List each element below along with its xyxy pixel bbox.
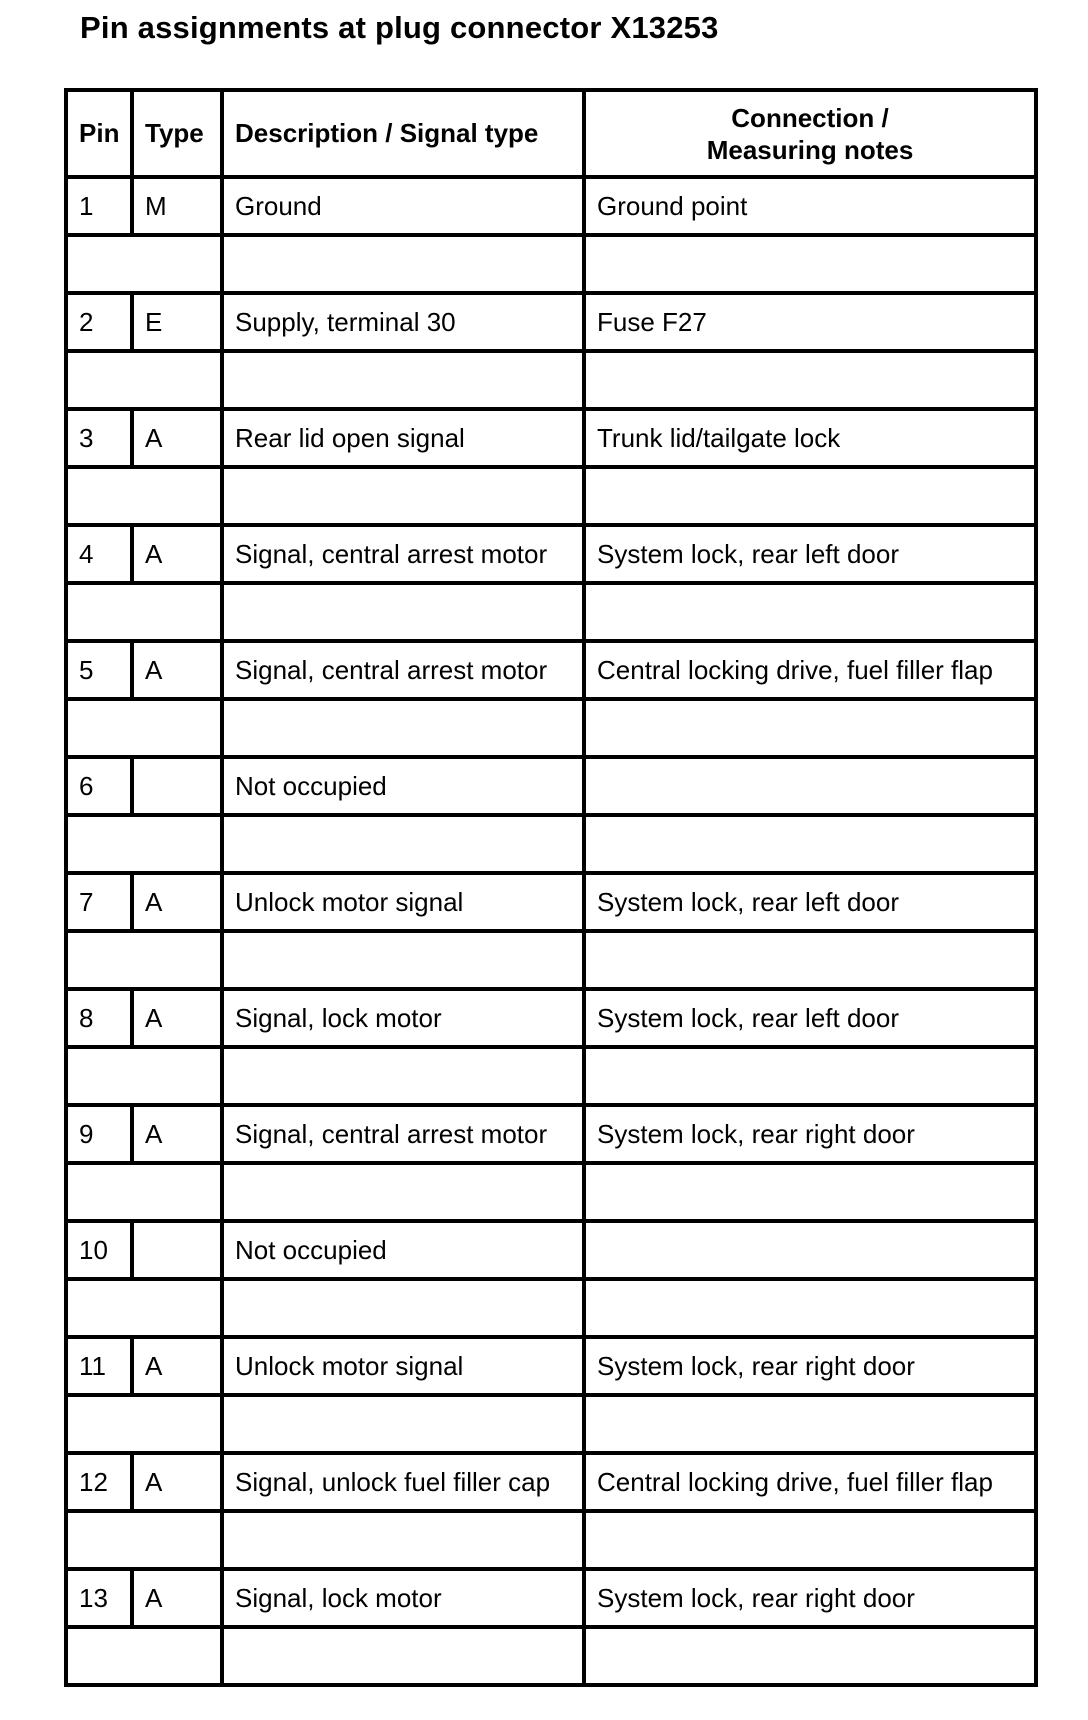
pin-cell: 3 [66,409,132,467]
header-notes [584,90,1036,177]
blank-cell [222,583,584,641]
table-row [66,1221,1036,1279]
type-cell: M [132,177,222,235]
blank-cell [584,699,1036,757]
blank-cell [222,1279,584,1337]
description-cell: Not occupied [222,757,584,815]
pin-cell: 4 [66,525,132,583]
pin-cell: 5 [66,641,132,699]
table-row [66,1453,1036,1511]
blank-cell [584,467,1036,525]
pin-cell: 11 [66,1337,132,1395]
type-cell: A [132,1105,222,1163]
table-row [66,177,1036,235]
header-type: Type [132,90,222,177]
description-cell: Rear lid open signal [222,409,584,467]
table-row [66,641,1036,699]
description-cell: Unlock motor signal [222,873,584,931]
description-cell: Supply, terminal 30 [222,293,584,351]
blank-cell [66,1511,222,1569]
description-cell: Signal, central arrest motor [222,1105,584,1163]
blank-cell [584,1047,1036,1105]
pin-assignment-table [64,88,1038,1687]
notes-cell [584,1221,1036,1279]
pin-cell: 8 [66,989,132,1047]
blank-cell [584,1627,1036,1685]
blank-cell [222,931,584,989]
blank-cell [222,1395,584,1453]
notes-cell: Fuse F27 [584,293,1036,351]
table-row [66,1105,1036,1163]
blank-spacer-row [66,583,1036,641]
blank-cell [66,583,222,641]
blank-cell [66,1047,222,1105]
table-row [66,293,1036,351]
blank-spacer-row [66,235,1036,293]
header-pin: Pin [66,90,132,177]
blank-cell [584,583,1036,641]
description-cell: Signal, central arrest motor [222,641,584,699]
blank-spacer-row [66,815,1036,873]
description-cell: Signal, lock motor [222,989,584,1047]
type-cell: A [132,409,222,467]
table-row [66,757,1036,815]
notes-cell: System lock, rear left door [584,989,1036,1047]
blank-cell [584,815,1036,873]
pin-cell: 12 [66,1453,132,1511]
blank-spacer-row [66,351,1036,409]
pin-cell: 2 [66,293,132,351]
blank-cell [584,1511,1036,1569]
blank-cell [584,351,1036,409]
blank-cell [66,699,222,757]
header-notes-line2: Measuring notes [706,134,914,165]
notes-cell: Ground point [584,177,1036,235]
type-cell: E [132,293,222,351]
table-header-row [66,90,1036,177]
pin-cell: 1 [66,177,132,235]
description-cell: Signal, central arrest motor [222,525,584,583]
type-cell: A [132,1569,222,1627]
blank-cell [222,1163,584,1221]
notes-cell [584,757,1036,815]
blank-cell [66,1279,222,1337]
blank-cell [66,931,222,989]
type-cell: A [132,1337,222,1395]
blank-cell [66,467,222,525]
table-row [66,409,1036,467]
notes-cell: System lock, rear left door [584,525,1036,583]
blank-spacer-row [66,1395,1036,1453]
blank-cell [222,235,584,293]
blank-cell [222,467,584,525]
blank-cell [66,1163,222,1221]
header-description: Description / Signal type [222,90,584,177]
description-cell: Signal, unlock fuel filler cap [222,1453,584,1511]
type-cell: A [132,1453,222,1511]
notes-cell: Central locking drive, fuel filler flap [584,1453,1036,1511]
blank-cell [66,1627,222,1685]
blank-cell [222,1511,584,1569]
description-cell: Not occupied [222,1221,584,1279]
table-row [66,1337,1036,1395]
table-row [66,1569,1036,1627]
blank-cell [222,815,584,873]
notes-cell: System lock, rear right door [584,1569,1036,1627]
notes-cell: System lock, rear right door [584,1337,1036,1395]
type-cell: A [132,989,222,1047]
type-cell: A [132,873,222,931]
blank-cell [584,931,1036,989]
page-title: Pin assignments at plug connector X13253 [80,10,719,45]
blank-spacer-row [66,1627,1036,1685]
blank-cell [222,1627,584,1685]
pin-cell: 6 [66,757,132,815]
description-cell: Ground [222,177,584,235]
notes-cell: Trunk lid/tailgate lock [584,409,1036,467]
pin-cell: 10 [66,1221,132,1279]
pin-cell: 9 [66,1105,132,1163]
notes-cell: System lock, rear right door [584,1105,1036,1163]
table-row [66,525,1036,583]
pin-cell: 13 [66,1569,132,1627]
notes-cell: Central locking drive, fuel filler flap [584,641,1036,699]
type-cell [132,1221,222,1279]
blank-cell [66,1395,222,1453]
blank-cell [222,1047,584,1105]
blank-cell [66,815,222,873]
blank-spacer-row [66,1511,1036,1569]
blank-cell [584,235,1036,293]
type-cell: A [132,641,222,699]
table-row [66,873,1036,931]
description-cell: Unlock motor signal [222,1337,584,1395]
description-cell: Signal, lock motor [222,1569,584,1627]
table-body [66,177,1036,1685]
table-row [66,989,1036,1047]
blank-spacer-row [66,699,1036,757]
blank-cell [222,699,584,757]
blank-spacer-row [66,1279,1036,1337]
blank-spacer-row [66,931,1036,989]
blank-cell [66,235,222,293]
pin-cell: 7 [66,873,132,931]
type-cell [132,757,222,815]
blank-spacer-row [66,1163,1036,1221]
blank-cell [66,351,222,409]
type-cell: A [132,525,222,583]
notes-cell: System lock, rear left door [584,873,1036,931]
blank-cell [584,1395,1036,1453]
blank-cell [584,1163,1036,1221]
blank-cell [222,351,584,409]
blank-spacer-row [66,1047,1036,1105]
blank-spacer-row [66,467,1036,525]
header-notes-line1: Connection / [731,102,889,133]
blank-cell [584,1279,1036,1337]
